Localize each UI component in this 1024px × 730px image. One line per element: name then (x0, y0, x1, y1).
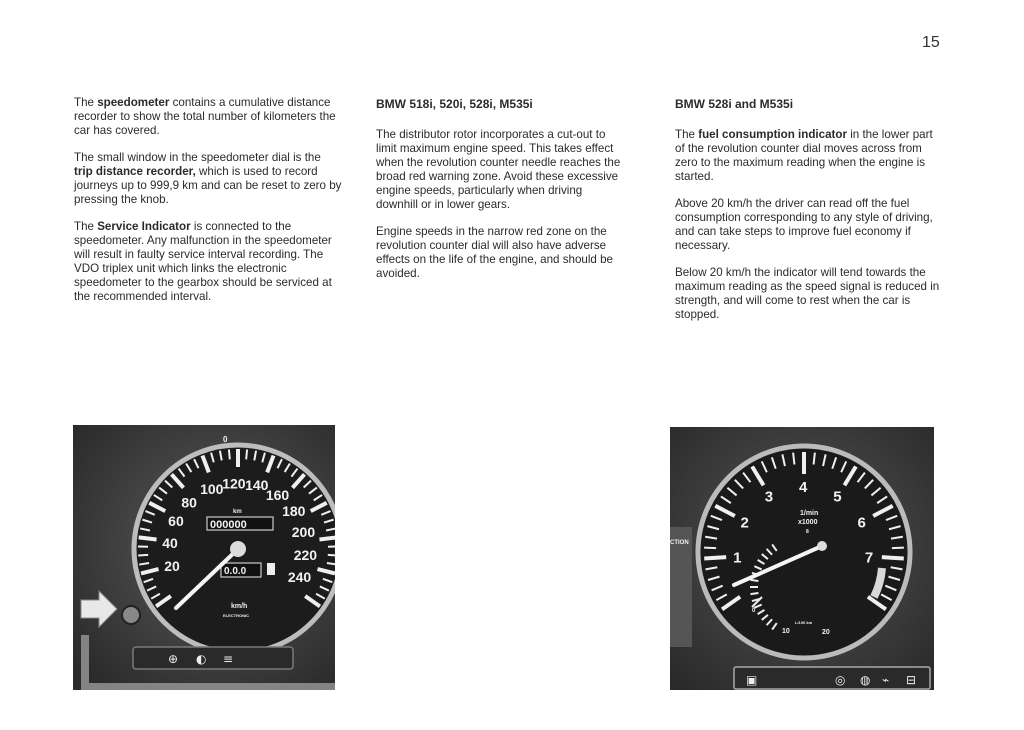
tachometer-photo (670, 427, 934, 690)
speed-label: 80 (181, 494, 197, 511)
text: The small window in the speedometer dial is the (74, 151, 321, 164)
tach-tick (704, 557, 726, 558)
speed-tick (229, 449, 230, 459)
odometer-unit: km (233, 509, 242, 515)
tach-label: 2 (740, 514, 749, 532)
speedometer-paragraph (74, 96, 342, 138)
speed-label: 120 (222, 475, 246, 492)
trip-reading: 0.0.0 (224, 566, 247, 577)
term-trip-recorder: trip distance recorder, (74, 165, 196, 178)
speed-label: 240 (287, 568, 312, 585)
tach-label: 5 (833, 488, 842, 506)
speed-label: 200 (291, 523, 316, 540)
speed-label: 160 (265, 486, 290, 503)
tach-unit-line2: x1000 (798, 519, 818, 526)
speed-label: 100 (200, 481, 224, 498)
fuel-indicator-text-column (675, 96, 943, 335)
speedometer-photo (73, 425, 335, 690)
fuel-scale-0: 0 (752, 608, 756, 614)
tach-label: 3 (764, 488, 774, 506)
term-fuel-indicator: fuel consumption indicator (698, 128, 847, 141)
speed-label: 140 (245, 477, 269, 494)
speed-tick (328, 555, 335, 556)
text: in the lower part of the revolution counter dial moves across from zero to the maximum reading when the engine is started. (675, 128, 933, 183)
fuel-scale-10: 10 (782, 628, 790, 635)
trip-recorder-paragraph (74, 151, 342, 207)
tach-unit-line1: 1/min (800, 510, 819, 517)
text: is connected to the speedometer. Any malfunction in the speedometer will result in faulty service interval recording. The VDO triplex unit which links the electronic speedometer to the gearbox should be serviced at the recommended interval. (74, 220, 332, 303)
tach-tick (882, 557, 904, 558)
rev-limit-text-column (376, 96, 624, 294)
speed-label: 180 (282, 503, 306, 520)
rear-fog-icon: ◐ (196, 652, 207, 666)
below-20-paragraph: Below 20 km/h the indicator will tend towards the maximum reading as the speed signal is reduced in strength, and will come to rest when the car is stopped. (675, 266, 940, 321)
warning-light-strip (734, 667, 930, 689)
term-speedometer: speedometer (97, 96, 170, 109)
odometer-reading: 000000 (210, 519, 247, 531)
tach-tick (814, 453, 815, 465)
tach-tick (892, 548, 904, 549)
text: The (675, 128, 699, 141)
headlight-icon: ≡ (223, 652, 234, 666)
speed-unit: km/h (231, 603, 248, 610)
speed-tick (319, 537, 335, 539)
tach-label: 1 (733, 549, 742, 567)
text: The (74, 96, 98, 109)
term-service-indicator: Service Indicator (97, 220, 191, 233)
text: which is used to record journeys up to 999,9 km and can be reset to zero by pressing the knob. (74, 165, 342, 206)
warning-light-strip (133, 647, 293, 669)
service-indicator-paragraph (74, 220, 342, 304)
fuel-tick (750, 593, 758, 594)
page-number: 15 (922, 34, 940, 51)
needle-hub (230, 541, 246, 557)
fuel-unit: L/100 km (795, 620, 813, 625)
section-heading: BMW 518i, 520i, 528i, M535i (376, 97, 533, 111)
battery-icon: ⊟ (906, 673, 917, 687)
red-zone-paragraph: Engine speeds in the narrow red zone on the revolution counter dial will also have adverse effects on the life of the engine, and should be avoided. (376, 225, 613, 280)
tach-label: 4 (799, 479, 808, 496)
tach-label: 6 (857, 514, 866, 532)
brand-label: ELECTRONIC (223, 613, 249, 618)
fuel-scale-20: 20 (822, 629, 830, 636)
speed-label: 40 (162, 535, 178, 552)
text: contains a cumulative distance recorder to show the total number of kilometers the car has covered. (74, 96, 336, 137)
fuel-tick (750, 580, 758, 581)
brake-icon: ▣ (746, 673, 758, 687)
speed-label: 60 (168, 513, 184, 530)
tach-label: 7 (864, 549, 874, 567)
side-label: CTION (670, 540, 689, 546)
section-heading: BMW 528i and M535i (675, 97, 794, 111)
text: The (74, 220, 98, 233)
rev-limit-paragraph: The distributor rotor incorporates a cut-out to limit maximum engine speed. This takes effect when the revolution counter needle reaches the broad red warning zone. Avoid these excessive engine speeds, particularly when driving downhill or in lower gears. (376, 128, 621, 211)
speed-tick (138, 555, 148, 556)
tach-unit-line3: 8 (806, 529, 809, 535)
speedometer-text-column (74, 96, 342, 317)
tach-tick (793, 453, 794, 465)
speed-label: 220 (293, 546, 318, 563)
service-icon (267, 563, 275, 575)
oil-icon: ⌁ (882, 673, 890, 687)
above-20-paragraph: Above 20 km/h the driver can read off the fuel consumption corresponding to any style of driving, and can take steps to improve fuel economy if necessary. (675, 197, 933, 252)
brake-warning-icon: ◎ (835, 673, 846, 687)
speed-label: 20 (164, 558, 180, 575)
trip-reset-knob (122, 606, 140, 624)
abs-icon: ◍ (860, 673, 871, 687)
speed-tick (246, 449, 247, 459)
fuel-indicator-paragraph (675, 128, 943, 184)
speed-tick (139, 537, 157, 539)
top-mark: 0 (223, 435, 228, 444)
tach-tick (704, 548, 716, 549)
needle-hub (817, 541, 827, 551)
fog-light-icon: ⊕ (168, 652, 179, 666)
